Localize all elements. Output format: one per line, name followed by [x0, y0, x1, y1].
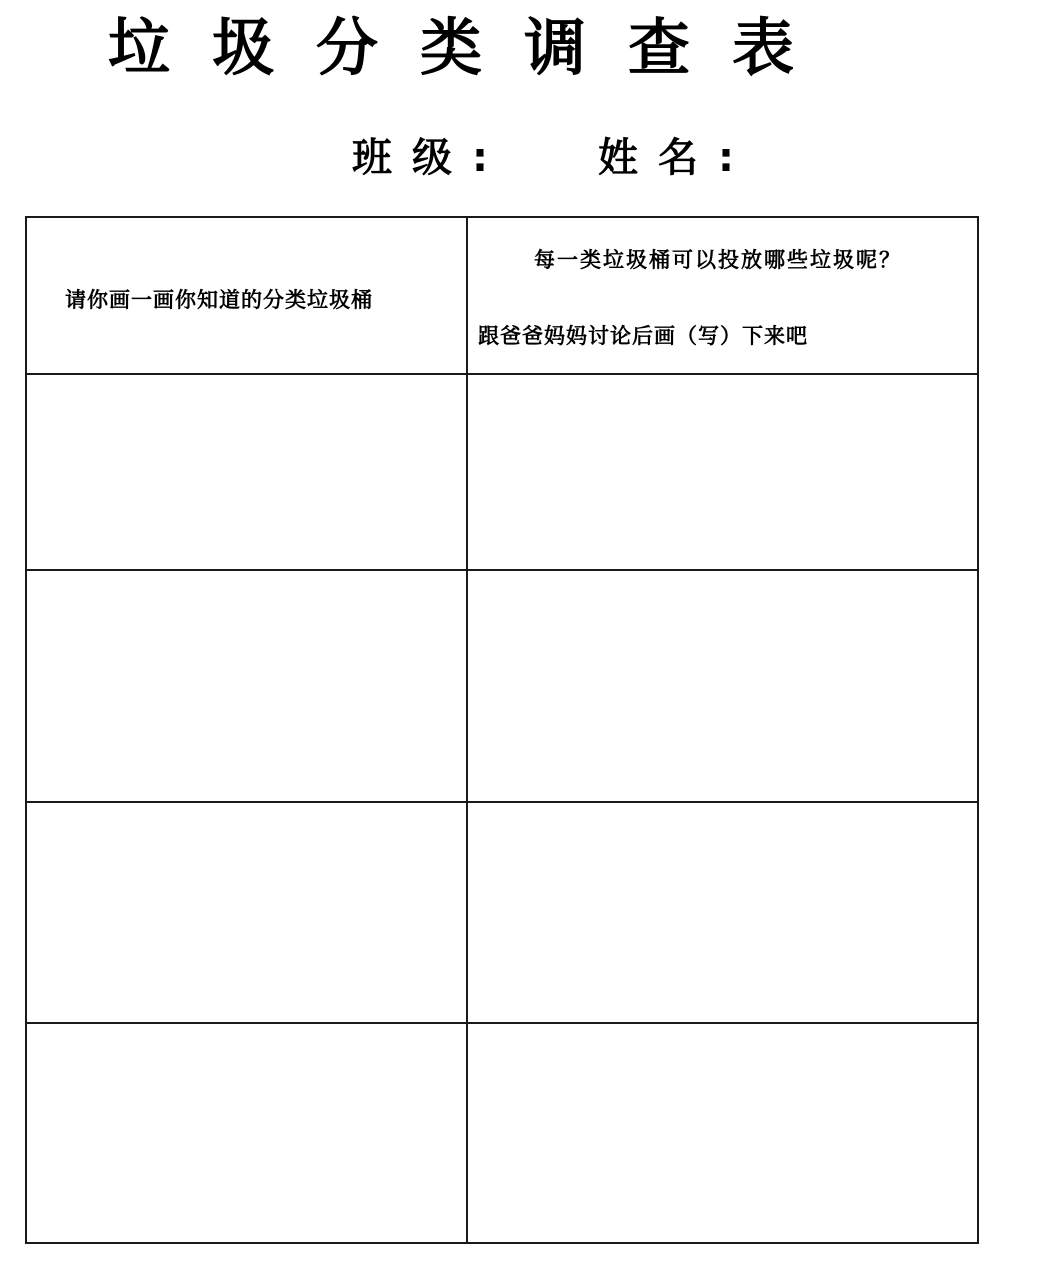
writing-cell[interactable]: [467, 802, 978, 1023]
writing-cell[interactable]: [467, 374, 978, 570]
name-label: 姓名:: [598, 135, 754, 181]
survey-table-container: [25, 216, 977, 1242]
writing-cell[interactable]: [467, 570, 978, 802]
discuss-instruction: 跟爸爸妈妈讨论后画（写）下来吧: [478, 324, 808, 348]
draw-bins-instruction: 请你画一画你知道的分类垃圾桶: [65, 288, 373, 312]
survey-table: [25, 216, 979, 1244]
drawing-cell[interactable]: [26, 374, 467, 570]
table-row: [26, 374, 978, 570]
table-row: [26, 1023, 978, 1243]
drawing-cell[interactable]: [26, 1023, 467, 1243]
table-row: [26, 570, 978, 802]
header-cell-items: [467, 217, 978, 374]
table-header-row: [26, 217, 978, 374]
drawing-cell[interactable]: [26, 570, 467, 802]
table-row: [26, 802, 978, 1023]
writing-cell[interactable]: [467, 1023, 978, 1243]
drawing-cell[interactable]: [26, 802, 467, 1023]
page-title: 垃圾分类调查表: [108, 11, 837, 84]
class-label: 班级:: [352, 135, 508, 181]
bins-question: 每一类垃圾桶可以投放哪些垃圾呢？: [534, 248, 902, 272]
header-cell-draw: [26, 217, 467, 374]
